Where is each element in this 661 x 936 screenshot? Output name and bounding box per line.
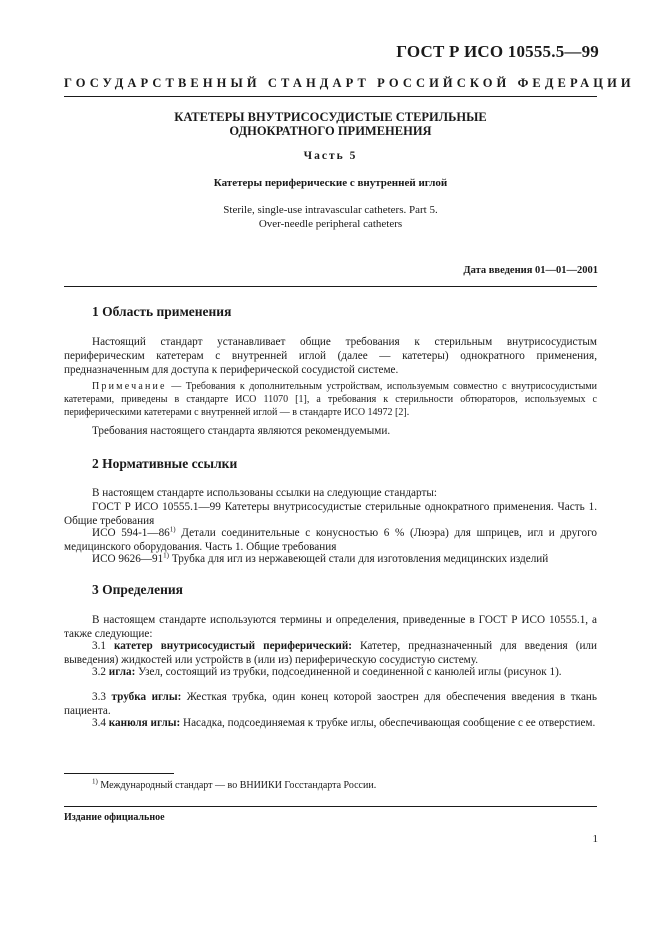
definition-3-3: [64, 690, 597, 718]
section-1-paragraph-2: Требования настоящего стандарта являются рекомендуемыми.: [92, 425, 391, 437]
definition-3-3-term: трубка иглы:: [111, 691, 182, 703]
section-1-paragraph: Настоящий стандарт устанавливает общие требования к стерильным внутрисосудистым периферическим катетерам с внутренней иглой (далее — катетеры) однократного применения, предназначенным для доступа к периферической сосудистой системе.: [64, 336, 597, 376]
definition-3-4-text: Насадка, подсоединяемая к трубке иглы, обеспечивающая сообщение с ее отверстием.: [180, 717, 596, 729]
definition-3-1-number: 3.1: [92, 640, 114, 652]
definition-3-3-number: 3.3: [92, 691, 112, 703]
section-3-heading: 3 Определения: [92, 582, 183, 597]
middle-rule: [64, 286, 597, 287]
definition-3-2: [64, 665, 597, 679]
footnote-mark: 1): [92, 777, 98, 786]
definition-3-2-text: Узел, состоящий из трубки, подсоединенной и соединенной с канюлей иглы (рисунок 1).: [135, 666, 562, 678]
title-line-2: ОДНОКРАТНОГО ПРИМЕНЕНИЯ: [229, 124, 432, 138]
document-title: [64, 110, 597, 138]
page-number: 1: [592, 833, 598, 845]
title-line-1: КАТЕТЕРЫ ВНУТРИСОСУДИСТЫЕ СТЕРИЛЬНЫЕ: [174, 110, 487, 124]
reference-1: ГОСТ Р ИСО 10555.1—99 Катетеры внутрисосудистые стерильные однократного применения. Часть 1. Общие требования: [64, 501, 597, 527]
note-label: Примечание: [92, 381, 167, 392]
footnote-rule: [64, 773, 174, 774]
definition-3-2-term: игла:: [108, 666, 136, 678]
state-standard-title: ГОСУДАРСТВЕННЫЙ СТАНДАРТ РОССИЙСКОЙ ФЕДЕРАЦИИ: [64, 76, 635, 90]
note-text: — Требования к дополнительным устройствам, используемым совместно с внутрисосудистыми катетерами, приведены в стандарте ИСО 11070 [1], а требования к стерильности обтюраторов, используемых с периферическими катетерами с внутренней иглой — в стандарте ИСО 14972 [2].: [64, 381, 597, 418]
footnote: [64, 779, 597, 792]
bottom-rule: [64, 806, 597, 807]
reference-2: [64, 526, 597, 554]
section-1-heading: 1 Область применения: [92, 304, 232, 319]
reference-2-code: ИСО 594-1—86: [92, 527, 170, 539]
definition-3-3-text: Жесткая трубка, один конец которой заострен для обеспечения введения в ткань пациента.: [64, 691, 597, 717]
introduction-date: Дата введения 01—01—2001: [463, 265, 598, 276]
definition-3-2-number: 3.2: [92, 666, 109, 678]
reference-3: [92, 552, 597, 566]
section-2-heading: 2 Нормативные ссылки: [92, 456, 238, 471]
definition-3-1-text: Катетер, предназначенный для введения (или выведения) жидкостей или устройств в (или из) периферическую сосудистую систему.: [64, 640, 597, 666]
definition-3-1: [64, 639, 597, 667]
part-label: Часть 5: [303, 150, 358, 162]
definition-3-1-term: катетер внутрисосудистый периферический:: [114, 640, 353, 652]
footnote-text: Международный стандарт — во ВНИИКИ Госстандарта России.: [97, 780, 377, 791]
english-title: [64, 203, 597, 231]
reference-3-text: Трубка для игл из нержавеющей стали для изготовления медицинских изделий: [169, 553, 549, 565]
section-2-intro: В настоящем стандарте использованы ссылки на следующие стандарты:: [92, 487, 437, 499]
top-rule: [64, 96, 597, 97]
english-title-line-1: Sterile, single-use intravascular catheters. Part 5.: [223, 204, 438, 216]
definition-3-4-number: 3.4: [92, 717, 109, 729]
section-3-intro: В настоящем стандарте используются термины и определения, приведенные в ГОСТ Р ИСО 10555.1, а также следующие:: [64, 614, 597, 640]
edition-label: Издание официальное: [64, 812, 165, 823]
document-subtitle: Катетеры периферические с внутренней иглой: [213, 177, 448, 189]
section-1-note: [64, 380, 597, 419]
reference-2-footnote-mark: 1): [169, 525, 176, 534]
reference-2-text: Детали соединительные с конусностью 6 % (Люэра) для шприцев, игл и другого медицинского оборудования. Часть 1. Общие требования: [64, 527, 597, 553]
english-title-line-2: Over-needle peripheral catheters: [258, 218, 403, 230]
definition-3-4-term: канюля иглы:: [108, 717, 181, 729]
reference-3-footnote-mark: 1): [163, 551, 170, 560]
definition-3-4: [64, 716, 597, 730]
reference-3-code: ИСО 9626—91: [92, 553, 164, 565]
document-code: ГОСТ Р ИСО 10555.5—99: [396, 42, 599, 61]
